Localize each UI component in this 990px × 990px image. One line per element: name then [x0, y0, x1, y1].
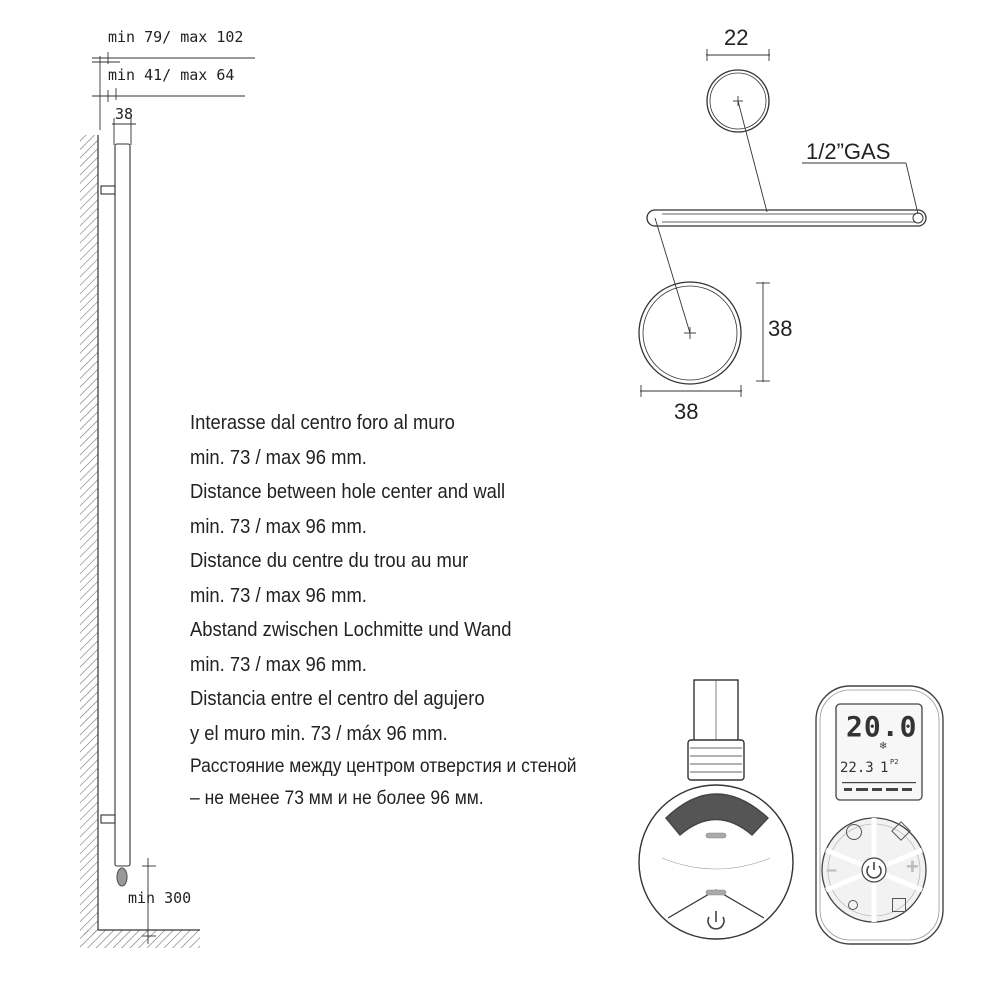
minus-button-icon[interactable]: – [826, 859, 838, 881]
description-line-it-1: Interasse dal centro foro al muro [190, 412, 455, 434]
top-view-drawing [620, 0, 980, 420]
description-line-it-2: min. 73 / max 96 mm. [190, 446, 367, 469]
display-program-suffix: P2 [890, 758, 899, 766]
description-line-fr-1: Distance du centre du trou au mur [190, 550, 469, 572]
dim-top-1-label: min 79/ max 102 [108, 28, 244, 46]
description-line-fr-2: min. 73 / max 96 mm. [190, 584, 367, 607]
description-line-en-1: Distance between hole center and wall [190, 481, 506, 503]
dim-floor-label: min 300 [128, 889, 192, 907]
description-line-ru-2: – не менее 73 мм и не более 96 мм. [190, 788, 484, 809]
dim-circle-height-label: 38 [768, 316, 793, 341]
description-line-es-1: Distancia entre el centro del agujero [190, 688, 485, 710]
dim-top-2-label: min 41/ max 64 [108, 66, 235, 84]
dim-circle-width-label: 38 [674, 399, 699, 420]
display-main-value: 20.0 [846, 710, 918, 743]
program-icon[interactable] [892, 898, 906, 912]
clock-icon[interactable] [846, 824, 862, 840]
description-line-de-2: min. 73 / max 96 mm. [190, 653, 367, 676]
plus-button-icon[interactable]: + [906, 854, 919, 879]
floor [80, 930, 200, 948]
svg-text:❄: ❄ [879, 741, 888, 752]
heater-control-unit [635, 676, 805, 956]
gas-connection-label: 1/2”GAS [806, 139, 891, 164]
wall [80, 135, 98, 935]
display-secondary-value: 22.3 [840, 760, 874, 776]
multilingual-description [190, 406, 595, 815]
remote-power-button[interactable] [860, 856, 888, 884]
remote-control [812, 684, 947, 946]
description-line-ru-1: Расстояние между центром отверстия и стеной [190, 756, 577, 777]
dim-small-circle-label: 22 [724, 25, 749, 50]
display-program-value: 1 [880, 760, 889, 776]
description-line-en-2: min. 73 / max 96 mm. [190, 515, 367, 538]
description-line-es-2: y el muro min. 73 / máx 96 mm. [190, 722, 448, 745]
description-line-de-1: Abstand zwischen Lochmitte und Wand [190, 619, 512, 641]
heating-element-bar [647, 210, 926, 226]
dim-tube-width-label: 38 [115, 105, 134, 123]
radiator-tube [101, 144, 130, 886]
thermometer-icon[interactable] [848, 900, 858, 910]
